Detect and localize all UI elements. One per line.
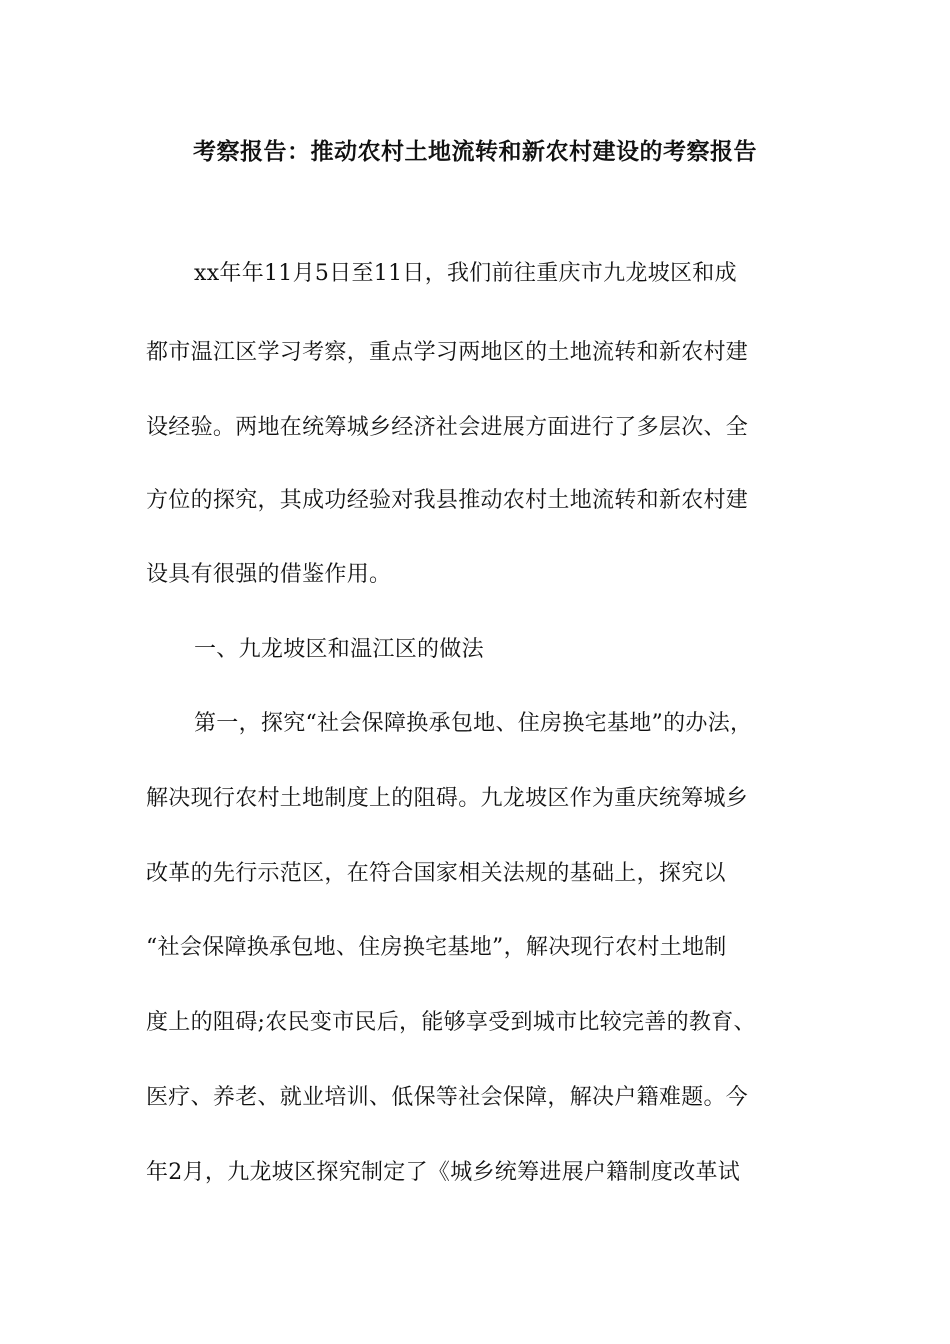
paragraph-line: 第一，探究“社会保障换承包地、住房换宅基地”的办法，: [194, 711, 753, 736]
paragraph-line: 度上的阻碍;农民变市民后，能够享受到城市比较完善的教育、: [146, 1010, 756, 1035]
section-heading: 一、九龙坡区和温江区的做法: [194, 637, 484, 662]
paragraph-line: 设具有很强的借鉴作用。: [146, 562, 392, 587]
paragraph-line: 设经验。两地在统筹城乡经济社会进展方面进行了多层次、全: [146, 415, 749, 440]
paragraph-line: xx年年11月5日至11日，我们前往重庆市九龙坡区和成: [194, 261, 737, 286]
document-title: 考察报告：推动农村土地流转和新农村建设的考察报告: [193, 139, 757, 165]
paragraph-line: 年2月，九龙坡区探究制定了《城乡统筹进展户籍制度改革试: [146, 1160, 741, 1185]
paragraph-line: 解决现行农村土地制度上的阻碍。九龙坡区作为重庆统筹城乡: [146, 786, 749, 811]
paragraph-line: 方位的探究，其成功经验对我县推动农村土地流转和新农村建: [146, 488, 749, 513]
paragraph-line: 都市温江区学习考察，重点学习两地区的土地流转和新农村建: [146, 340, 749, 365]
paragraph-line: 改革的先行示范区，在符合国家相关法规的基础上，探究以: [146, 861, 726, 886]
paragraph-line: “社会保障换承包地、住房换宅基地”，解决现行农村土地制: [146, 935, 727, 960]
paragraph-line: 医疗、养老、就业培训、低保等社会保障，解决户籍难题。今: [146, 1085, 749, 1110]
